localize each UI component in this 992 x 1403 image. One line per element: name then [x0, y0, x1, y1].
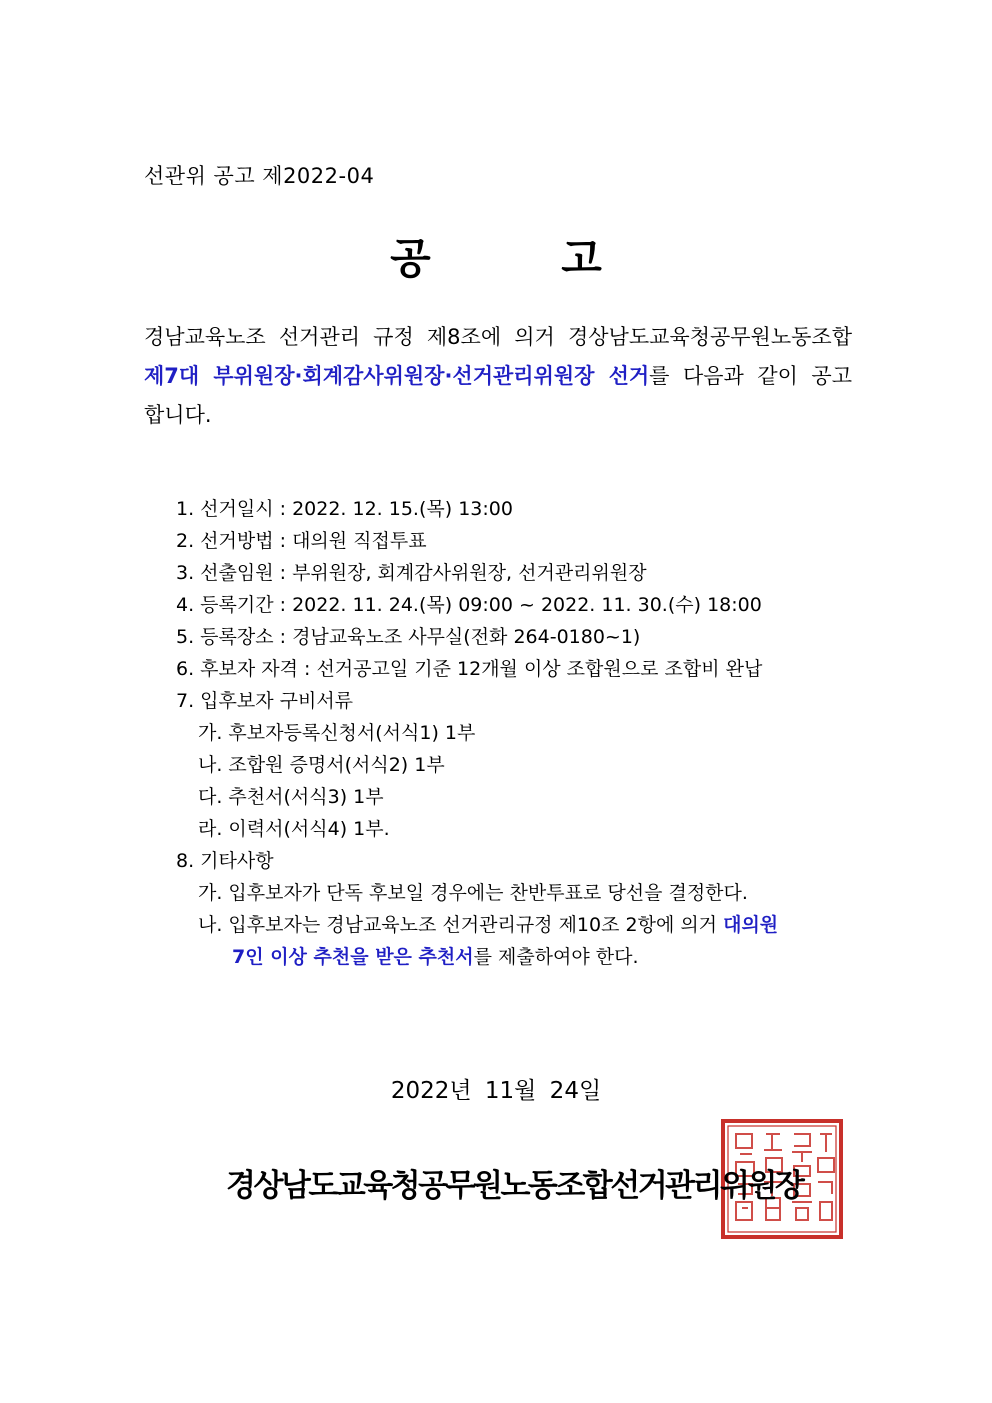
document-item: 나. 조합원 증명서(서식2) 1부	[198, 754, 445, 776]
organization-name: 경상남도교육청공무원노동조합선거관리위원장	[226, 1168, 803, 1204]
item-election-date: 1. 선거일시 : 2022. 12. 15.(목) 13:00	[176, 498, 513, 520]
document-item: 가. 후보자등록신청서(서식1) 1부	[198, 722, 476, 744]
page-title: 공 고	[390, 234, 660, 283]
other-item-b-end: 를 제출하여야 한다.	[473, 946, 639, 968]
notice-items	[176, 493, 856, 973]
item-eligibility: 6. 후보자 자격 : 선거공고일 기준 12개월 이상 조합원으로 조합비 완납	[176, 658, 763, 680]
intro-text: 경남교육노조 선거관리 규정 제8조에 의거 경상남도교육청공무원노동조합	[144, 325, 852, 349]
intro-text-end: 를 다음과 같이 공고합니다.	[144, 364, 852, 427]
other-item-a: 가. 입후보자가 단독 후보일 경우에는 찬반투표로 당선을 결정한다.	[198, 882, 748, 904]
other-item-b	[176, 909, 856, 973]
item-registration-period: 4. 등록기간 : 2022. 11. 24.(목) 09:00 ~ 2022. 11. 30.(수) 18:00	[176, 594, 762, 616]
notice-date: 2022년 11월 24일	[390, 1078, 602, 1104]
intro-highlight: 제7대 부위원장·회계감사위원장·선거관리위원장 선거	[144, 364, 650, 388]
other-item-b-text: 나. 입후보자는 경남교육노조 선거관리규정 제10조 2항에 의거	[198, 914, 724, 936]
item-other-heading: 8. 기타사항	[176, 850, 274, 872]
notice-number: 선관위 공고 제2022-04	[144, 164, 375, 188]
other-item-b-highlight-1: 대의원	[723, 914, 779, 936]
item-election-method: 2. 선거방법 : 대의원 직접투표	[176, 530, 427, 552]
intro-paragraph	[144, 318, 852, 435]
other-item-b-highlight-2: 7인 이상 추천을 받은 추천서	[232, 946, 474, 968]
document-item: 다. 추천서(서식3) 1부	[198, 786, 384, 808]
item-positions: 3. 선출임원 : 부위원장, 회계감사위원장, 선거관리위원장	[176, 562, 647, 584]
document-item: 라. 이력서(서식4) 1부.	[198, 818, 390, 840]
item-documents-heading: 7. 입후보자 구비서류	[176, 690, 354, 712]
item-registration-place: 5. 등록장소 : 경남교육노조 사무실(전화 264-0180~1)	[176, 626, 641, 648]
